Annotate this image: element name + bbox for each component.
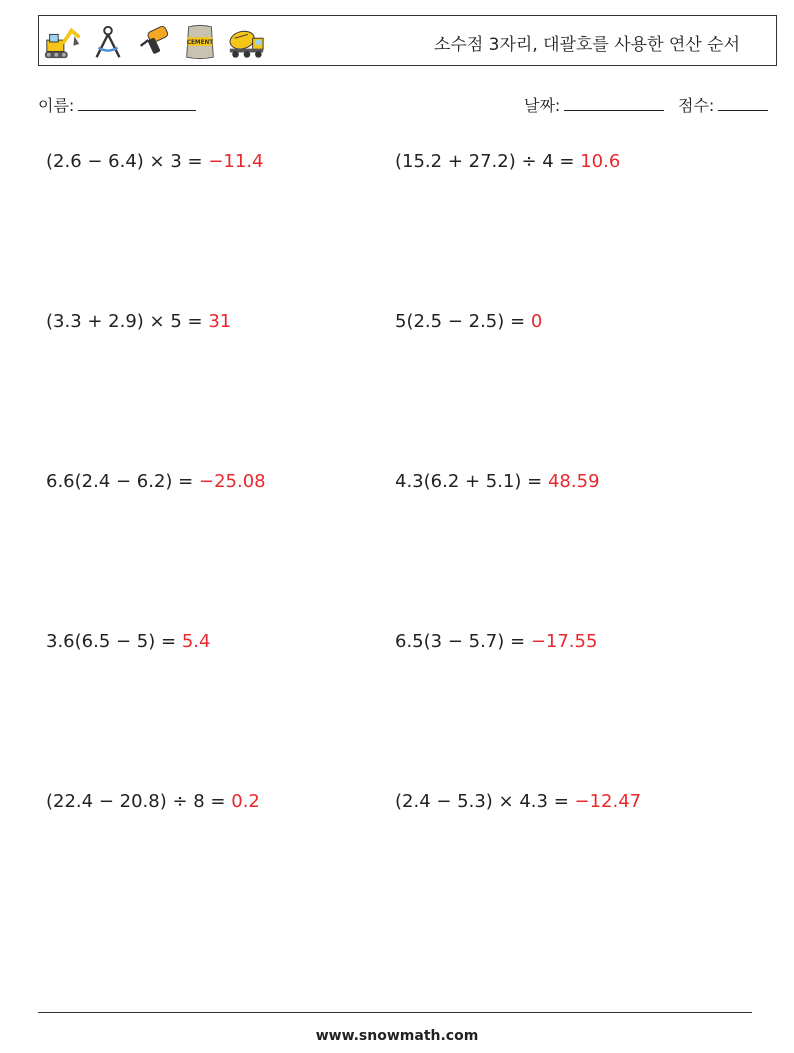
- name-field[interactable]: [38, 93, 196, 116]
- problem-expression: (3.3 + 2.9) × 5 =: [46, 311, 209, 332]
- problem-answer: −17.55: [530, 631, 598, 652]
- problem-8: [395, 631, 597, 652]
- problem-expression: 4.3(6.2 + 5.1) =: [395, 471, 548, 492]
- problem-4: [395, 311, 542, 332]
- problem-expression: 5(2.5 − 2.5) =: [395, 311, 531, 332]
- drill-icon: [135, 23, 173, 61]
- cement-bag-icon: [181, 23, 219, 61]
- problem-3: [46, 311, 231, 332]
- cement-label: CEMENT: [186, 39, 214, 46]
- problem-expression: (15.2 + 27.2) ÷ 4 =: [395, 151, 581, 172]
- excavator-icon: [43, 23, 81, 61]
- problem-9: [46, 791, 260, 812]
- worksheet-title: 소수점 3자리, 대괄호를 사용한 연산 순서: [434, 35, 740, 55]
- cement-truck-icon: [227, 23, 265, 61]
- problem-answer: 31: [208, 311, 232, 332]
- date-field[interactable]: [524, 93, 664, 116]
- problem-expression: 6.6(2.4 − 6.2) =: [46, 471, 199, 492]
- problem-1: [46, 151, 264, 172]
- problem-answer: −12.47: [574, 791, 642, 812]
- problem-expression: (22.4 − 20.8) ÷ 8 =: [46, 791, 232, 812]
- problem-10: [395, 791, 641, 812]
- problem-answer: 10.6: [580, 151, 621, 172]
- problem-5: [46, 471, 266, 492]
- problem-answer: 0: [530, 311, 543, 332]
- date-line[interactable]: [564, 109, 664, 111]
- score-line[interactable]: [718, 109, 768, 111]
- problem-2: [395, 151, 620, 172]
- name-line[interactable]: [78, 109, 196, 111]
- footer-url[interactable]: www.snowmath.com: [315, 1028, 479, 1044]
- problem-answer: 5.4: [181, 631, 211, 652]
- compass-icon: [89, 23, 127, 61]
- problem-expression: 6.5(3 − 5.7) =: [395, 631, 531, 652]
- problem-answer: −25.08: [198, 471, 266, 492]
- footer-divider: [38, 1012, 752, 1013]
- problem-answer: −11.4: [208, 151, 264, 172]
- problem-answer: 48.59: [547, 471, 600, 492]
- header-icons: [43, 22, 265, 62]
- problem-expression: (2.6 − 6.4) × 3 =: [46, 151, 209, 172]
- problem-expression: (2.4 − 5.3) × 4.3 =: [395, 791, 575, 812]
- problem-expression: 3.6(6.5 − 5) =: [46, 631, 182, 652]
- problem-7: [46, 631, 210, 652]
- problem-6: [395, 471, 600, 492]
- worksheet-header: [38, 15, 777, 66]
- date-label: 날짜:: [524, 96, 561, 115]
- name-label: 이름:: [38, 96, 75, 115]
- score-field[interactable]: [678, 93, 768, 116]
- score-label: 점수:: [678, 96, 715, 115]
- problem-answer: 0.2: [231, 791, 260, 812]
